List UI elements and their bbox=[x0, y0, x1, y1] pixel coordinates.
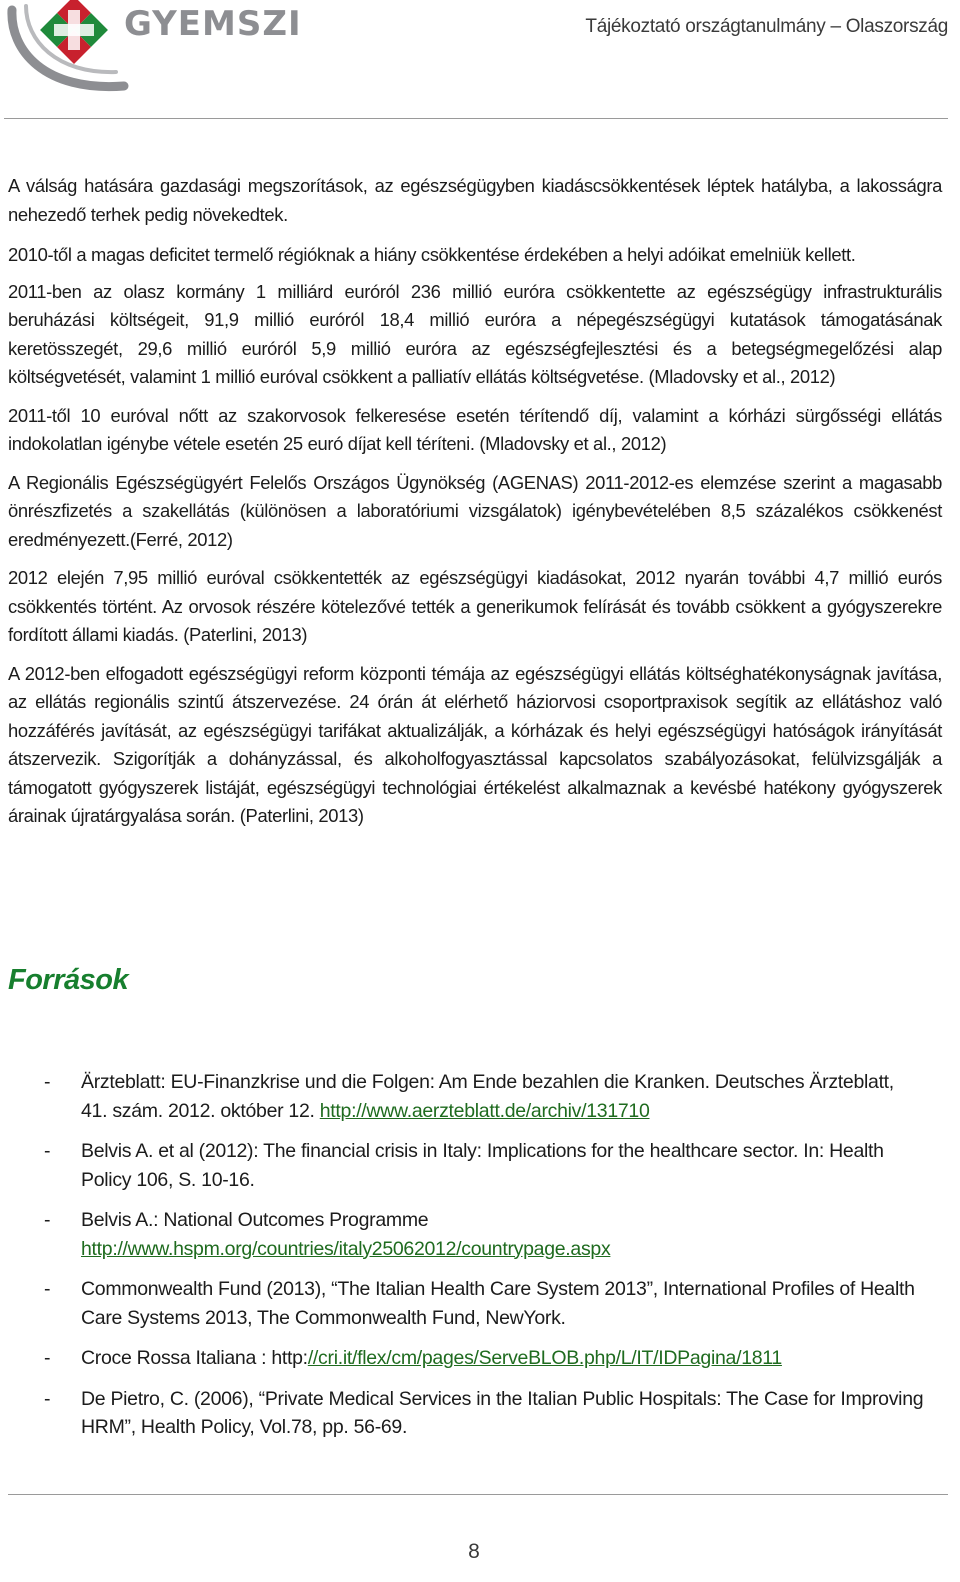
paragraph: 2012 elején 7,95 millió euróval csökkentették az egészségügyi kiadásokat, 2012 nyarán további 4,7 millió eurós csökkentés történt. Az orvosok részére kötelezővé tették a generikumok felírását és tovább csökkent a gyógyszerekre fordított állami kiadás. (Paterlini, 2013) bbox=[8, 567, 942, 645]
reference-link[interactable]: http://www.hspm.org/countries/italy25062012/countrypage.aspx bbox=[81, 1237, 611, 1260]
reference-item bbox=[44, 1275, 924, 1332]
paragraph: A Regionális Egészségügyért Felelős Országos Ügynökség (AGENAS) 2011-2012-es elemzése szerint a magasabb önrészfizetés a szakellátás (különösen a laboratóriumi vizsgálatok) igénybevételében 8,5 százalékos csökkenést eredményezett.(Ferré, 2012) bbox=[8, 471, 942, 550]
references-list bbox=[44, 1068, 924, 1454]
logo-text: GYEMSZI bbox=[124, 4, 302, 44]
paragraph: 2011-től 10 euróval nőtt az szakorvosok felkeresése esetén térítendő díj, valamint a kórházi sürgősségi ellátás indokolatlan igénybe vétele esetén 25 euró díjat kell téríteni. (Mladovsky et al., 2012) bbox=[8, 404, 942, 454]
document-title: Tájékoztató országtanulmány – Olaszország bbox=[585, 16, 948, 37]
footer-divider bbox=[8, 1494, 948, 1495]
sources-heading: Források bbox=[8, 964, 129, 996]
paragraph: A válság hatására gazdasági megszorítások, az egészségügyben kiadáscsökkentések léptek hatályba, a lakosságra nehezedő terhek pedig növekedtek. bbox=[8, 175, 942, 225]
reference-link[interactable]: http://www.aerzteblatt.de/archiv/131710 bbox=[319, 1099, 650, 1122]
reference-text: Belvis A. et al (2012): The financial crisis in Italy: Implications for the healthcare sector. In: Health Policy 106, S. 10-16. bbox=[81, 1140, 884, 1191]
reference-item bbox=[44, 1385, 924, 1442]
list-dash: - bbox=[44, 1347, 51, 1369]
list-dash: - bbox=[44, 1140, 51, 1162]
main-content bbox=[8, 172, 942, 831]
reference-text: Belvis A.: National Outcomes Programme bbox=[81, 1209, 429, 1231]
paragraph: 2011-ben az olasz kormány 1 milliárd euróról 236 millió euróra csökkentette az egészségügy infrastrukturális beruházási költségeit, 91,9 millió euróról 18,4 millió euróra a népegészségügyi kutatások támogatásának keretösszegét, 29,6 millió euróról 5,9 millió euróra az egészségfejlesztési és a betegségmegelőzési alap költségvetését, valamint 1 millió euróval csökkent a palliatív ellátás költségvetése. (Mladovsky et al., 2012) bbox=[8, 280, 942, 387]
reference-text: Croce Rossa Italiana : http: bbox=[81, 1347, 308, 1369]
page-number: 8 bbox=[468, 1540, 480, 1563]
reference-text: De Pietro, C. (2006), “Private Medical Services in the Italian Public Hospitals: The Case for Improving HRM”, Health Policy, Vol.78, pp. 56-69. bbox=[81, 1387, 924, 1438]
reference-item bbox=[44, 1137, 924, 1194]
reference-text: Commonwealth Fund (2013), “The Italian Health Care System 2013”, International Profiles of Health Care Systems 2013, The Commonwealth Fund, NewYork. bbox=[81, 1278, 915, 1329]
list-dash: - bbox=[44, 1209, 51, 1231]
reference-item bbox=[44, 1344, 924, 1373]
reference-item bbox=[44, 1068, 924, 1125]
header-divider bbox=[4, 118, 948, 119]
gyemszi-logo bbox=[4, 0, 304, 100]
reference-text: Ärzteblatt: EU-Finanzkrise und die Folgen: Am Ende bezahlen die Kranken. Deutsches Ärzteblatt, 41. szám. 2012. október 12. bbox=[81, 1071, 894, 1122]
reference-item bbox=[44, 1206, 924, 1263]
list-dash: - bbox=[44, 1071, 51, 1093]
page-header bbox=[0, 0, 960, 120]
list-dash: - bbox=[44, 1278, 51, 1300]
paragraph: A 2012-ben elfogadott egészségügyi reform központi témája az egészségügyi ellátás költséghatékonyságnak javítása, az ellátás regionális szintű átszervezése. 24 órán át elérhető háziorvosi csoportpraxisok segítik az ellátáshoz való hozzáférés javítását, az egészségügyi tarifákat aktualizálják, a kórházak és helyi egészségügyi hatóságok irányítását átszervezik. Szigorítják a dohányzással, és alkoholfogyasztással kapcsolatos szabályozásokat, felülvizsgálják a támogatott gyógyszerek listáját, egészségügyi technológiai értékelést alkalmaznak a kevésbé hatékony gyógyszerek árainak újratárgyalása során. (Paterlini, 2013) bbox=[8, 662, 942, 826]
logo-emblem-icon bbox=[4, 0, 134, 100]
list-dash: - bbox=[44, 1387, 51, 1410]
paragraph: 2010-től a magas deficitet termelő régióknak a hiány csökkentése érdekében a helyi adóikat emelniük kellett. bbox=[8, 244, 856, 265]
reference-link[interactable]: //cri.it/flex/cm/pages/ServeBLOB.php/L/IT/IDPagina/1811 bbox=[307, 1347, 782, 1369]
